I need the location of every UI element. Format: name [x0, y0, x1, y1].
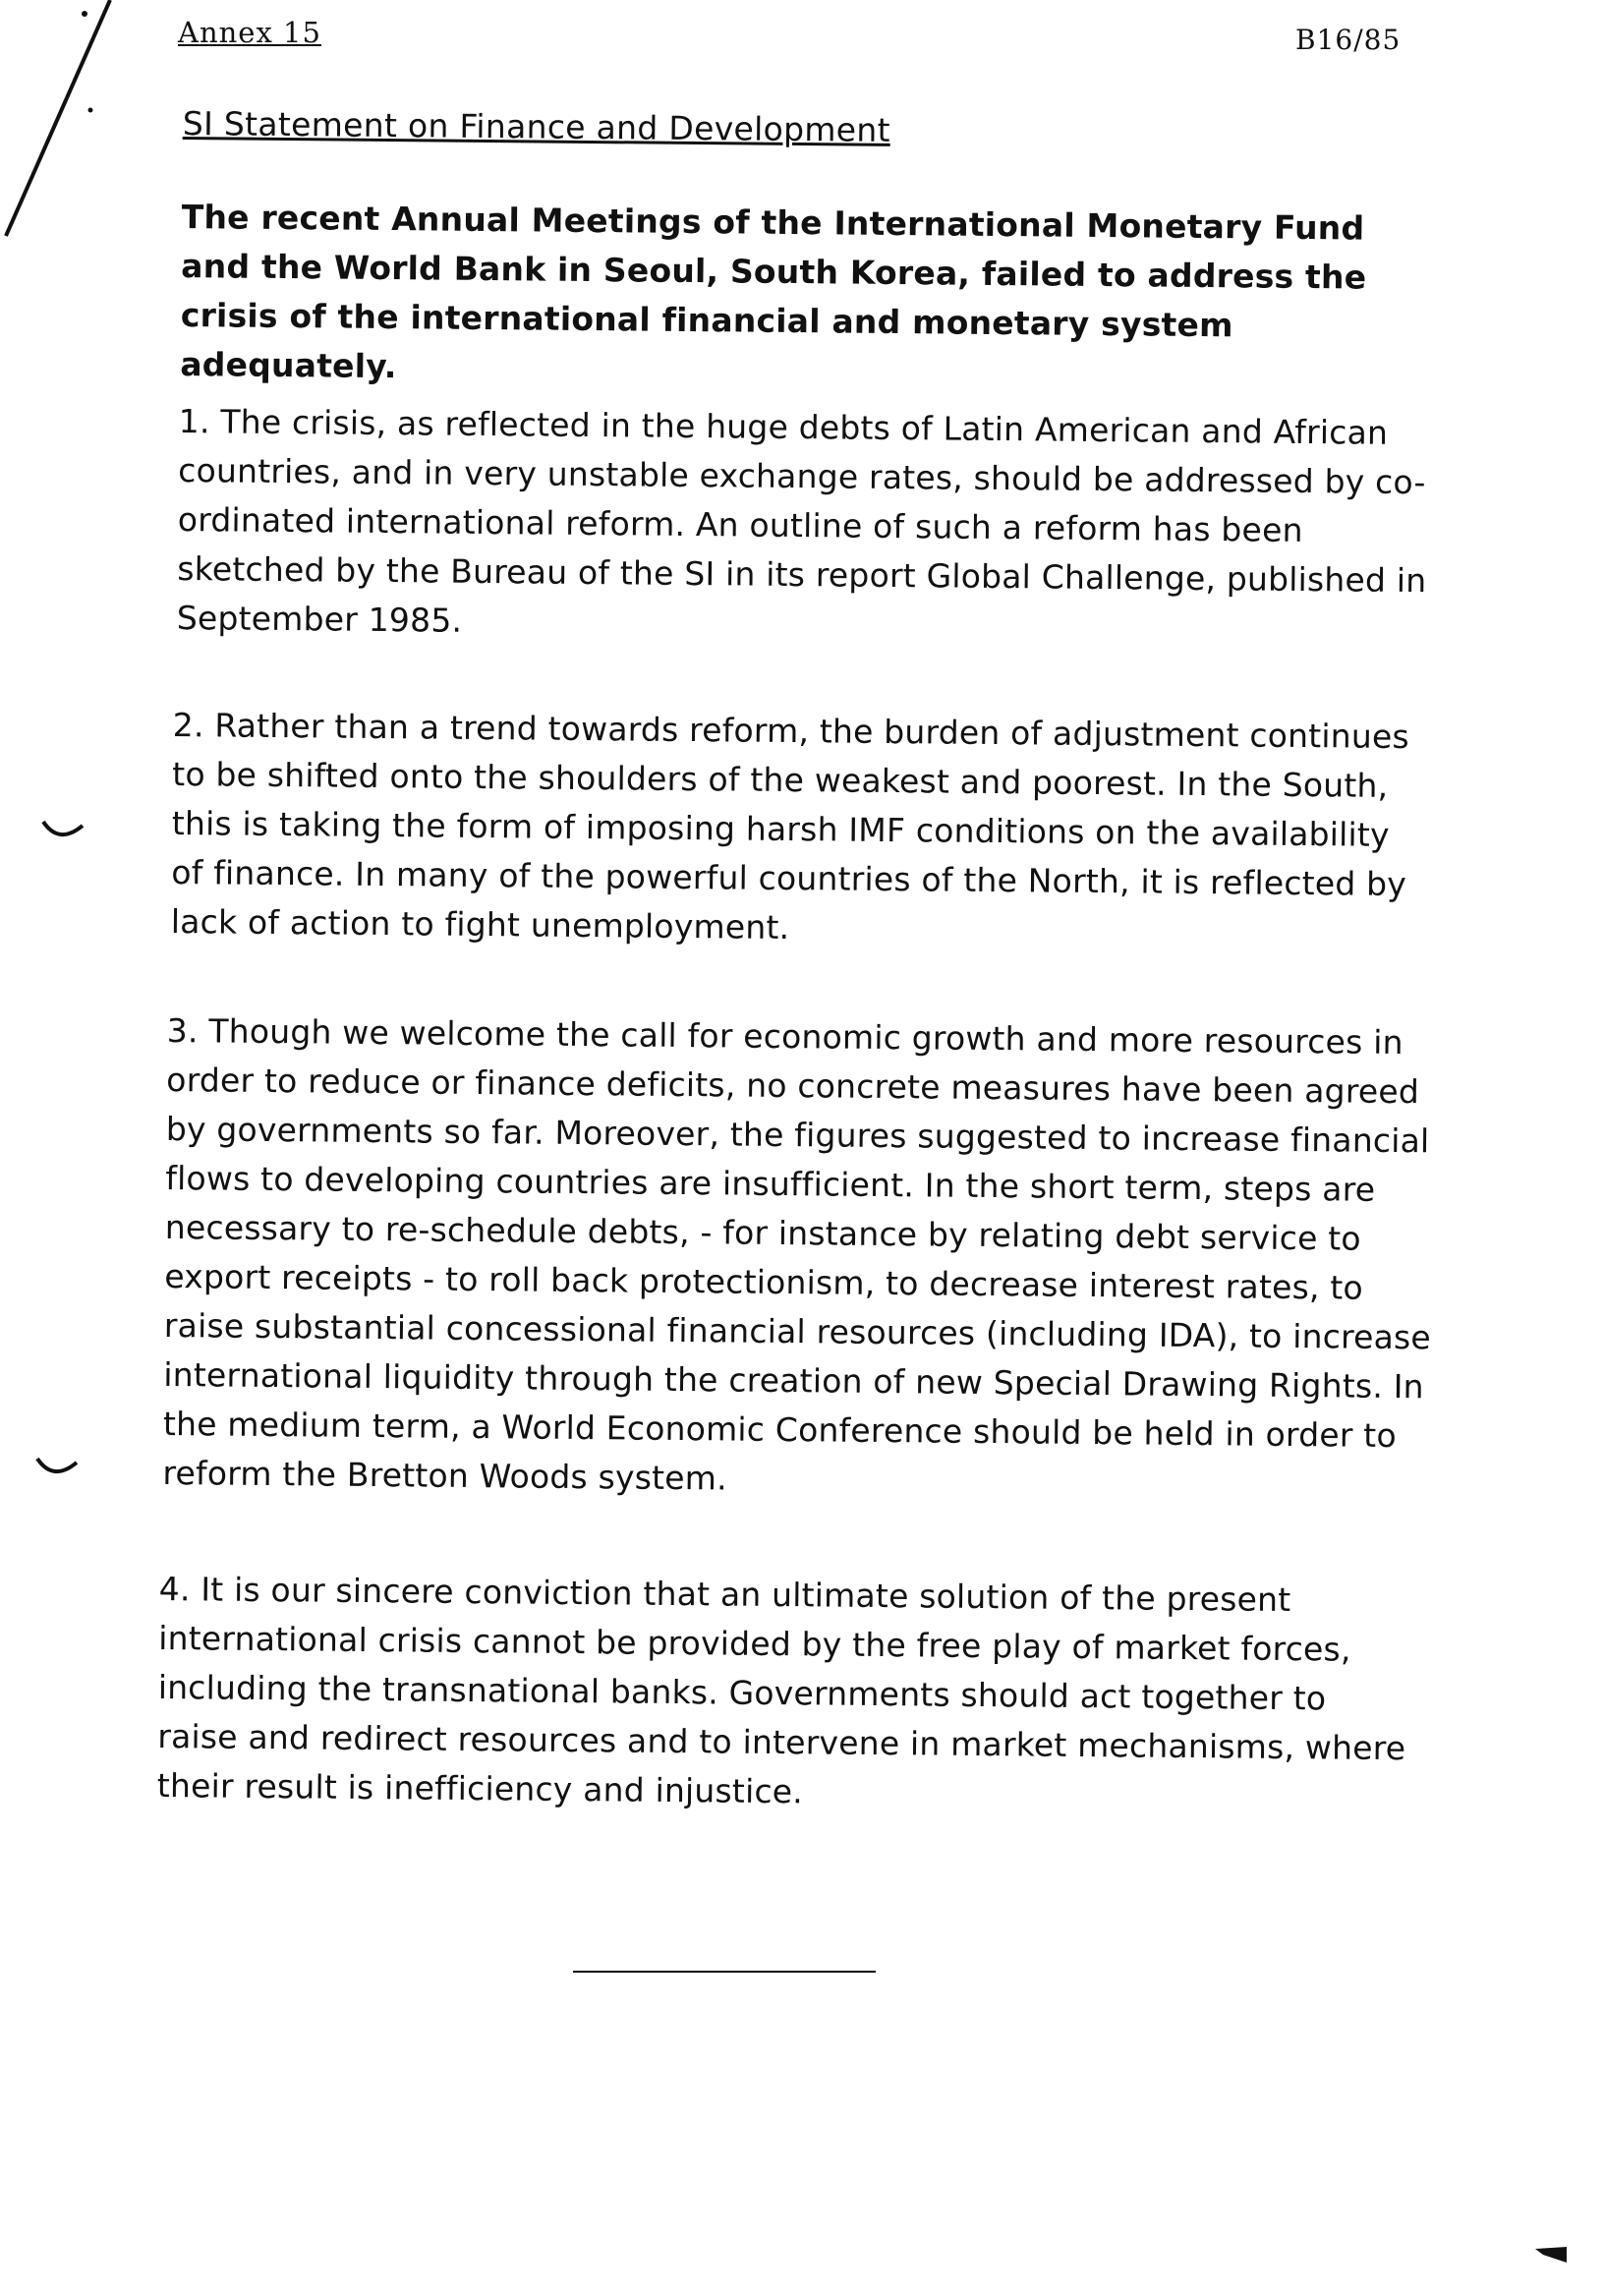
document-reference: B16/85: [1295, 24, 1402, 56]
paragraph-3: 3. Though we welcome the call for economic growth and more resources in order to reduce or finance deficits, no concrete measures have been agreed by governments so far. Moreover, the figures suggested to increase financial flows to developing countries are insufficient. In the short term, steps are necessary to re-schedule debts, - for instance by relating debt service to export receipts - to roll back protectionism, to decrease interest rates, to raise substantial concessional financial resources (including IDA), to increase international liquidity through the creation of new Special Drawing Rights. In the medium term, a World Economic Conference should be held in order to reform the Bretton Woods system.: [162, 1010, 1432, 1498]
punch-hole-arc-lower: [33, 1453, 83, 1482]
margin-stroke-mark: [0, 0, 128, 256]
paragraph-1: 1. The crisis, as reflected in the huge debts of Latin American and African countries, and in very unstable exchange rates, should be addressed by co-ordinated international reform. An outline of such a reform has been sketched by the Bureau of the SI in its report Global Challenge, published in September 1985.: [176, 401, 1427, 640]
annex-label: Annex 15: [178, 16, 321, 49]
page-title: SI Statement on Finance and Development: [182, 104, 891, 149]
corner-mark: [1533, 2241, 1573, 2270]
paragraph-4: 4. It is our sincere conviction that an ultimate solution of the present international crisis cannot be provided by the free play of market forces, including the transnational banks. Governments should act together to raise and redirect resources and to intervene in market mechanisms, where their result is inefficiency and injustice.: [156, 1569, 1406, 1811]
closing-divider: [573, 1971, 876, 1973]
punch-hole-arc-upper: [39, 816, 88, 845]
intro-paragraph: The recent Annual Meetings of the International Monetary Fund and the World Bank in Seoul, South Korea, failed to address the crisis of the international financial and monetary system adequately.: [180, 197, 1367, 386]
paragraph-2: 2. Rather than a trend towards reform, the burden of adjustment continues to be shifted onto the shoulders of the weakest and poorest. In the South, this is taking the form of imposing harsh IMF conditions on the availability of finance. In many of the powerful countries of the North, it is reflected by lack of action to fight unemployment.: [170, 705, 1410, 947]
